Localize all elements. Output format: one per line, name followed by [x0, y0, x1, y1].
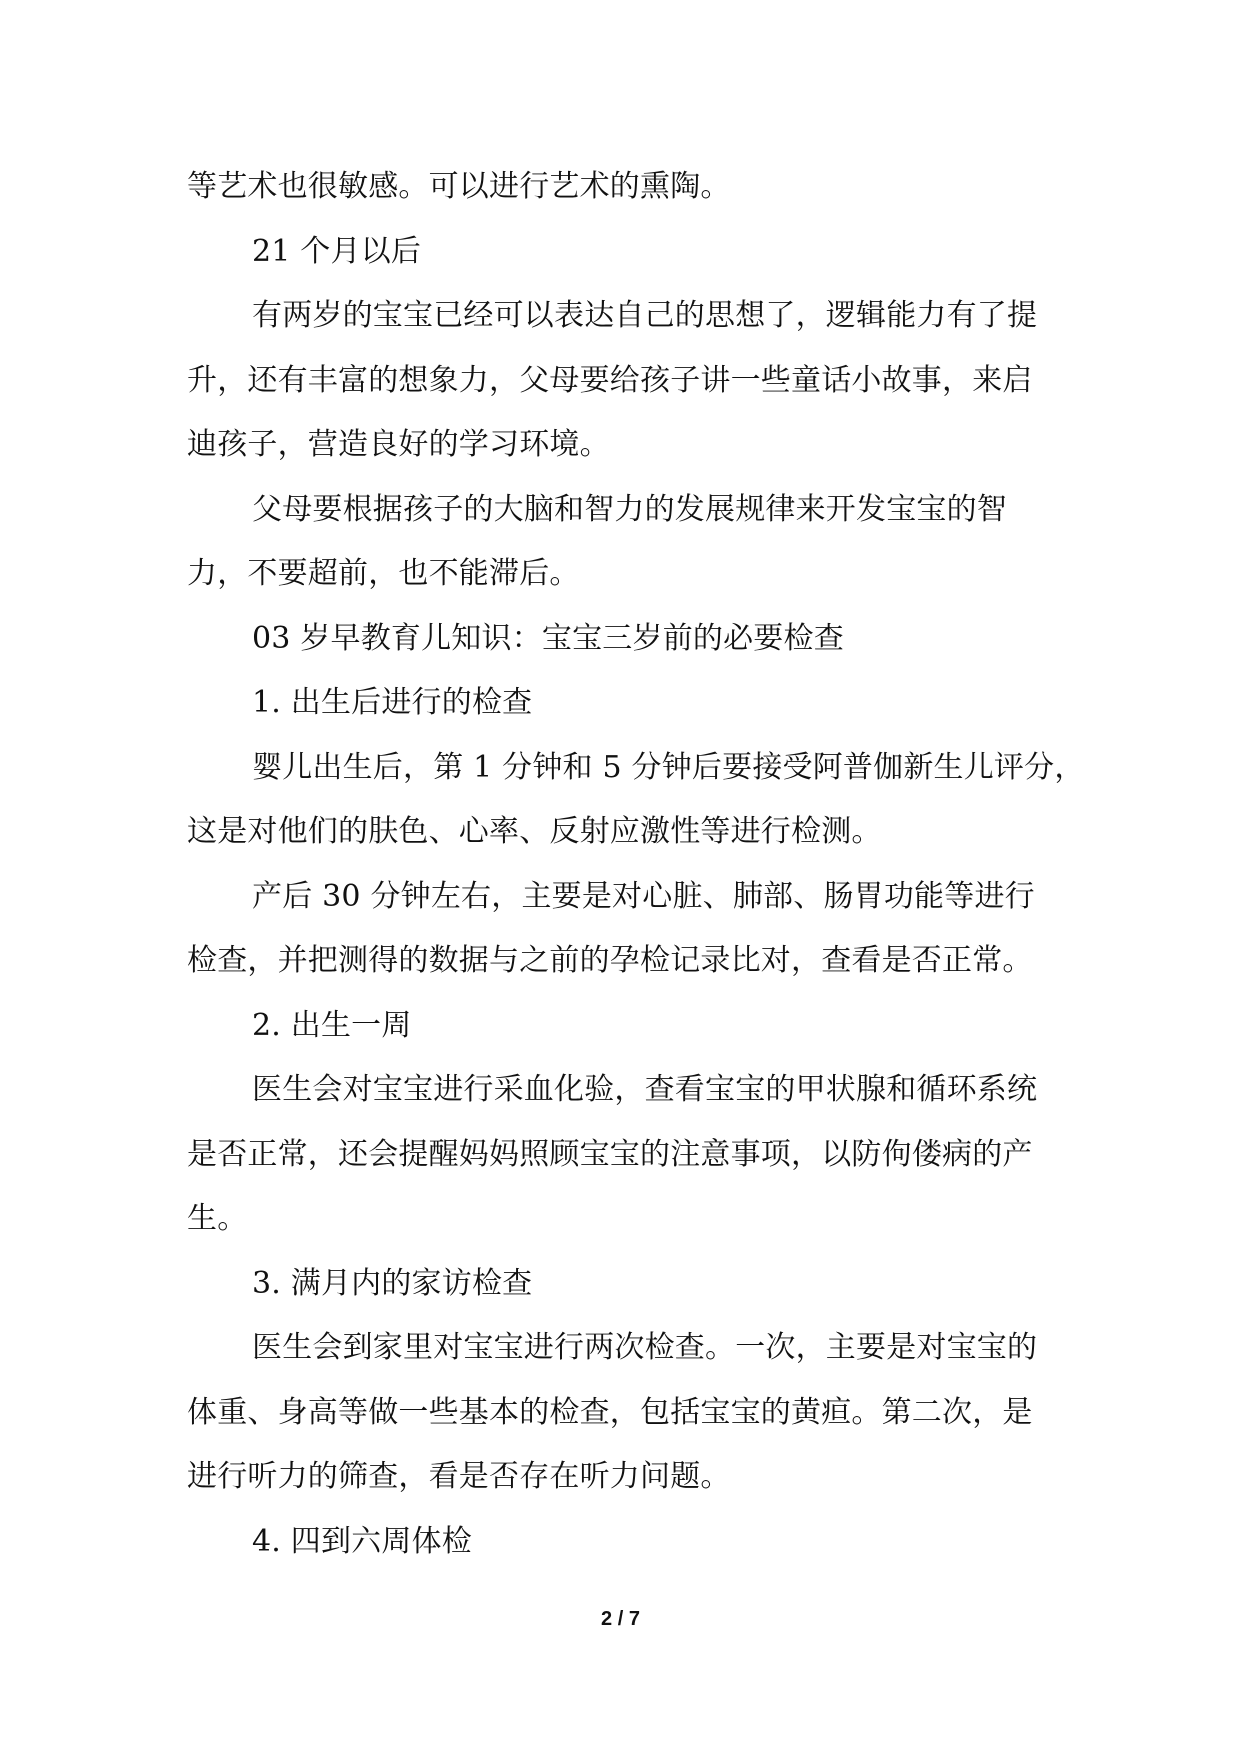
text-line: 婴儿出生后，第 1 分钟和 5 分钟后要接受阿普伽新生儿评分，: [252, 749, 1085, 785]
text-line: 进行听力的筛查，看是否存在听力问题。: [187, 1459, 731, 1494]
text-line: 这是对他们的肤色、心率、反射应激性等进行检测。: [187, 814, 882, 849]
section-heading: 03 岁早教育儿知识：宝宝三岁前的必要检查: [252, 620, 844, 656]
text-line: 医生会到家里对宝宝进行两次检查。一次，主要是对宝宝的: [252, 1330, 1038, 1365]
document-body: [187, 155, 1085, 1574]
text-line: 是否正常，还会提醒妈妈照顾宝宝的注意事项，以防佝偻病的产: [187, 1136, 1033, 1172]
text-line: 有两岁的宝宝已经可以表达自己的思想了，逻辑能力有了提: [252, 298, 1038, 333]
text-line: 生。: [187, 1201, 248, 1236]
text-line: 21 个月以后: [252, 233, 422, 269]
subsection-heading: 4. 四到六周体检: [252, 1523, 472, 1559]
text-line: 医生会对宝宝进行采血化验，查看宝宝的甲状腺和循环系统: [252, 1072, 1038, 1107]
page-number: 2 / 7: [601, 1608, 640, 1630]
subsection-heading: 1. 出生后进行的检查: [252, 685, 533, 720]
text-line: 检查，并把测得的数据与之前的孕检记录比对，查看是否正常。: [187, 943, 1033, 978]
subsection-heading: 2. 出生一周: [252, 1007, 412, 1043]
text-line: 升，还有丰富的想象力，父母要给孩子讲一些童话小故事，来启: [187, 362, 1033, 398]
text-line: 力，不要超前，也不能滞后。: [187, 556, 580, 591]
subsection-heading: 3. 满月内的家访检查: [252, 1265, 533, 1301]
text-line: 等艺术也很敏感。可以进行艺术的熏陶。: [187, 169, 731, 204]
text-line: 父母要根据孩子的大脑和智力的发展规律来开发宝宝的智: [252, 491, 1007, 527]
text-line: 体重、身高等做一些基本的检查，包括宝宝的黄疸。第二次，是: [187, 1394, 1033, 1430]
text-line: 产后 30 分钟左右，主要是对心脏、肺部、肠胃功能等进行: [252, 878, 1035, 914]
text-line: 迪孩子，营造良好的学习环境。: [187, 427, 610, 462]
